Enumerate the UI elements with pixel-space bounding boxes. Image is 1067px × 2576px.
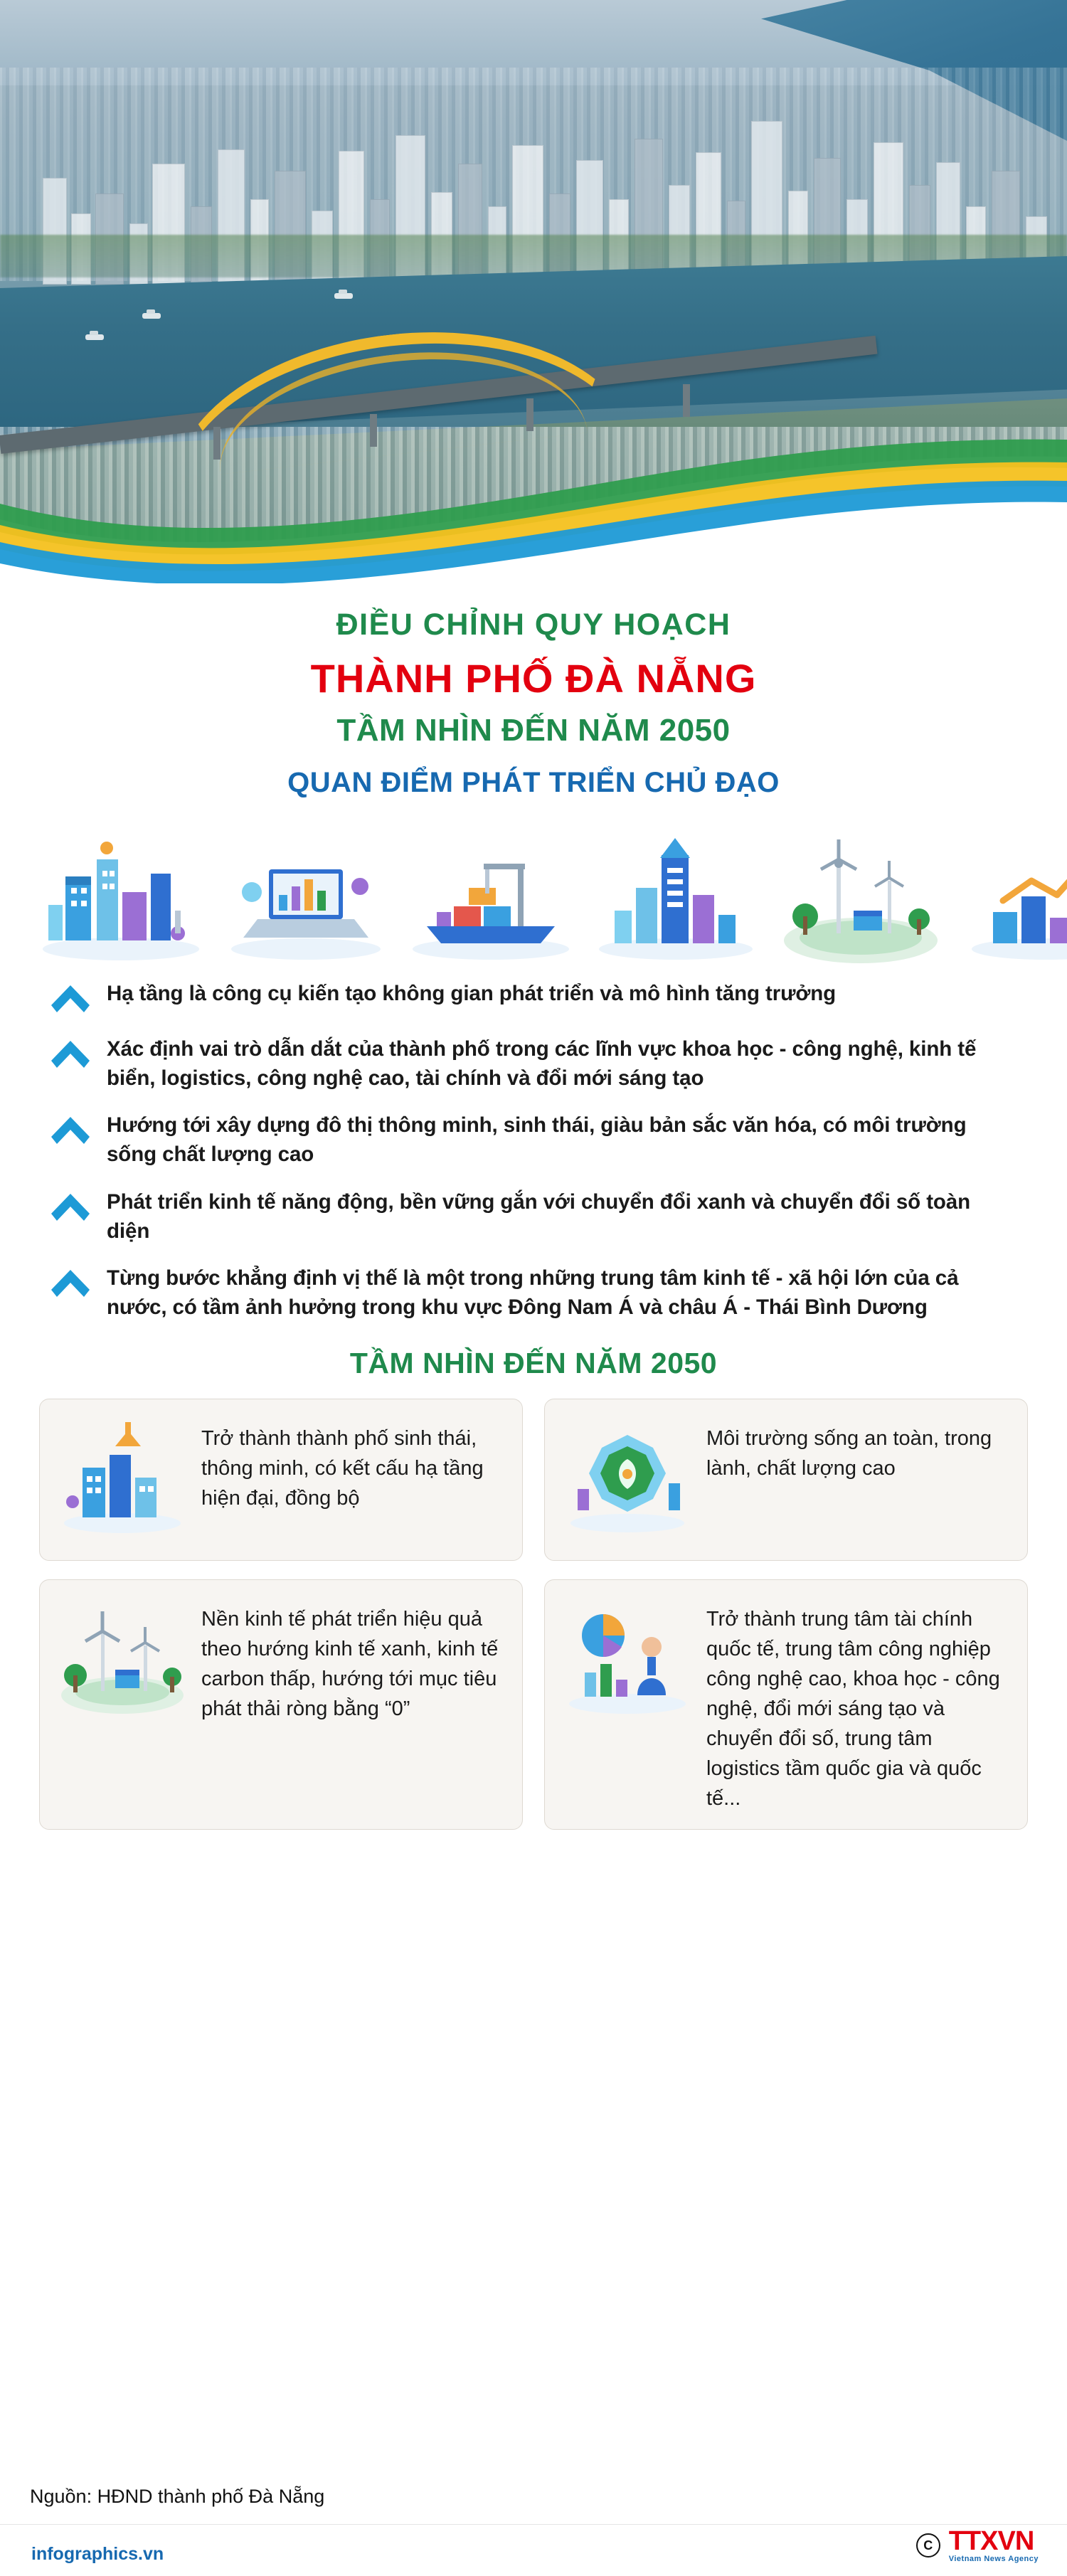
vision-card	[39, 1579, 523, 1830]
vision-card-text: Môi trường sống an toàn, trong lành, chất lượng cao	[706, 1426, 992, 1480]
title-block	[0, 583, 1067, 799]
title-line-1: ĐIỀU CHỈNH QUY HOẠCH	[336, 608, 731, 642]
chevron-up-icon	[50, 981, 91, 1017]
vision-card-text: Nền kinh tế phát triển hiệu quả theo hướng kinh tế xanh, kinh tế carbon thấp, hướng tới mục tiêu phát thải ròng bằng “0”	[201, 1607, 499, 1720]
title-line-4: QUAN ĐIỂM PHÁT TRIỂN CHỦ ĐẠO	[287, 767, 780, 798]
list-item	[50, 1035, 1017, 1093]
finance-analytics-icon	[559, 1596, 698, 1720]
vision-heading: TẦM NHÌN ĐẾN NĂM 2050	[349, 1346, 718, 1379]
green-economy-windmill-icon	[54, 1596, 193, 1720]
smart-city-icon	[28, 827, 213, 965]
smart-city-buildings-icon	[54, 1415, 193, 1539]
list-item	[50, 1264, 1017, 1322]
boat	[85, 334, 104, 340]
laptop-data-icon	[213, 827, 398, 965]
boat	[334, 293, 353, 299]
title-line-2: THÀNH PHỐ ĐÀ NẴNG	[310, 656, 757, 701]
vision-card	[544, 1399, 1028, 1561]
list-item	[50, 980, 1017, 1017]
vision-card	[39, 1399, 523, 1561]
boat	[142, 313, 161, 319]
agency-logo-text: TTXVN	[948, 2526, 1034, 2556]
list-item	[50, 1111, 1017, 1169]
list-item	[50, 1188, 1017, 1246]
green-energy-icon	[768, 827, 953, 965]
chevron-up-icon	[50, 1189, 91, 1225]
vision-card	[544, 1579, 1028, 1830]
agency-logo-subtitle: Vietnam News Agency	[948, 2555, 1039, 2563]
eco-shield-leaf-icon	[559, 1415, 698, 1539]
vision-card-text: Trở thành thành phố sinh thái, thông minh, có kết cấu hạ tầng hiện đại, đồng bộ	[201, 1426, 484, 1510]
growth-arrow-icon	[953, 827, 1067, 965]
list-item-text: Từng bước khẳng định vị thế là một trong những trung tâm kinh tế - xã hội lớn của cả nước, có tầm ảnh hưởng trong khu vực Đông Nam Á và châu Á - Thái Bình Dương	[107, 1266, 959, 1319]
copyright-icon: C	[916, 2533, 940, 2558]
bullet-list	[50, 980, 1017, 1323]
port-logistics-icon	[398, 827, 583, 965]
chevron-up-icon	[50, 1037, 91, 1072]
skyline-tower-icon	[583, 827, 768, 965]
vision-card-text: Trở thành trung tâm tài chính quốc tế, trung tâm công nghiệp công nghệ cao, khoa học - công nghệ, đổi mới sáng tạo và chuyển đổi số, trung tâm logistics tầm quốc gia và quốc tế...	[706, 1607, 1000, 1810]
site-url: infographics.vn	[31, 2544, 164, 2564]
agency-logo	[916, 2528, 1039, 2563]
icon-row	[28, 823, 1039, 965]
hero-photo	[0, 0, 1067, 583]
source-note: Nguồn: HĐND thành phố Đà Nẵng	[30, 2486, 325, 2507]
title-line-3: TẦM NHÌN ĐẾN NĂM 2050	[336, 713, 731, 748]
list-item-text: Hạ tầng là công cụ kiến tạo không gian phát triển và mô hình tăng trưởng	[107, 982, 837, 1005]
list-item-text: Phát triển kinh tế năng động, bền vững gắn với chuyển đổi xanh và chuyển đổi số toàn diện	[107, 1189, 971, 1243]
list-item-text: Hướng tới xây dựng đô thị thông minh, sinh thái, giàu bản sắc văn hóa, có môi trường sống chất lượng cao	[107, 1113, 967, 1167]
vision-cards	[39, 1399, 1028, 1830]
list-item-text: Xác định vai trò dẫn dắt của thành phố trong các lĩnh vực khoa học - công nghệ, kinh tế biển, logistics, công nghệ cao, tài chính và đổi mới sáng tạo	[107, 1037, 977, 1090]
chevron-up-icon	[50, 1113, 91, 1148]
chevron-up-icon	[50, 1266, 91, 1301]
